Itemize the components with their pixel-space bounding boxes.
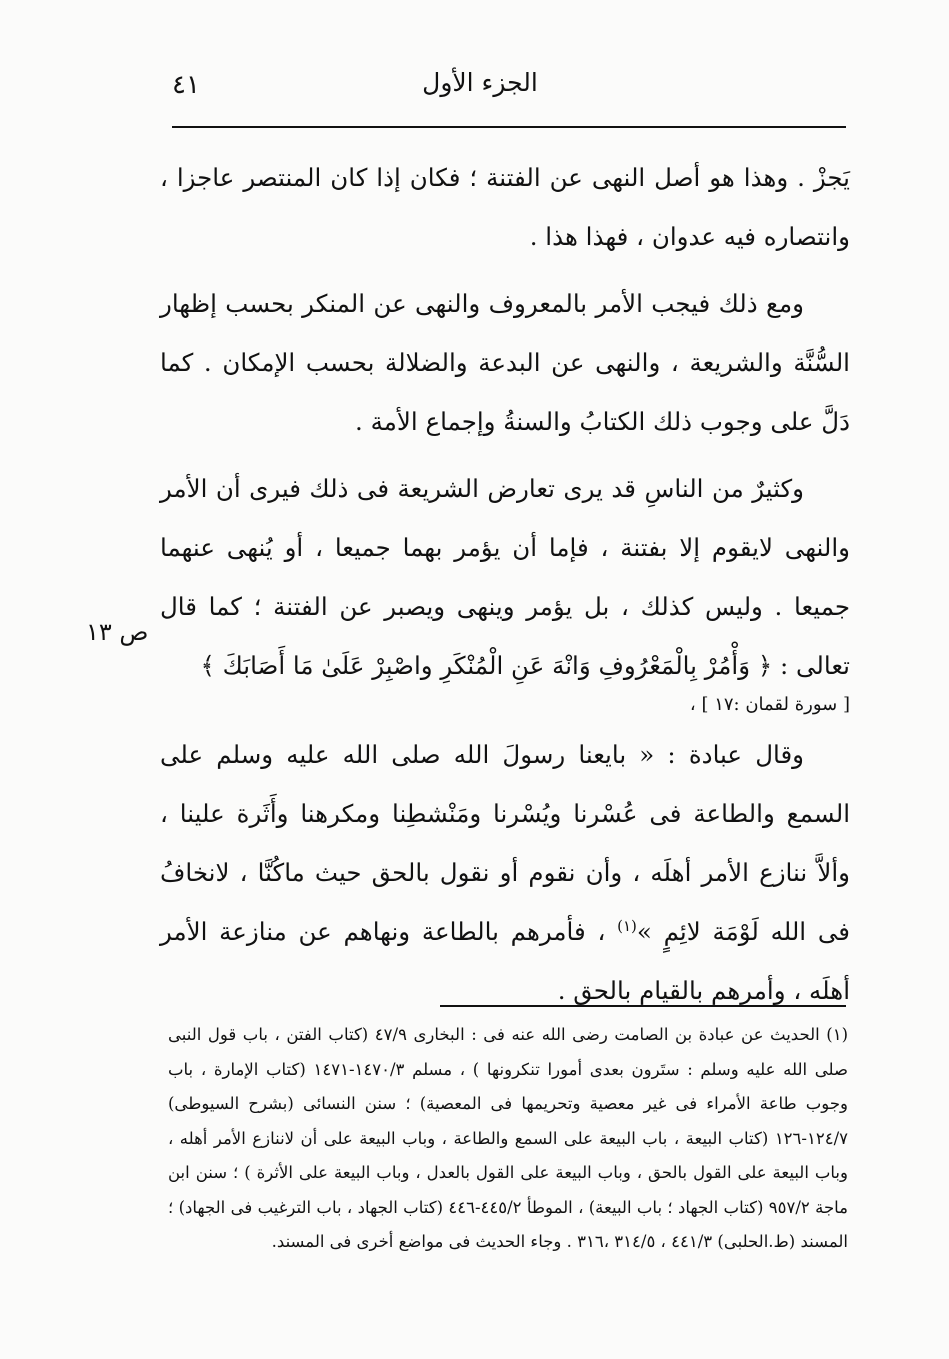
footnote-rule	[440, 1005, 846, 1007]
paragraph-3	[160, 459, 850, 695]
paragraph-4-quote: وقال عبادة : « بايعنا رسولَ الله صلى الله عليه وسلم على السمع والطاعة فى عُسْرنا ويُسْرنا ومَنْشطِنا ومكرهنا وأَثَرة علينا ، وألاَّ ننازع الأمر أهلَه ، وأن نقوم أو نقول بالحق حيث ماكُنَّا ، لانخافُ فى الله لَوْمَة لائِمٍ »	[160, 740, 850, 946]
header-rule	[172, 126, 846, 128]
paragraph-4	[160, 725, 850, 1020]
quran-verse: ﴿ وَأْمُرْ بِالْمَعْرُوفِ وَانْهَ عَنِ الْمُنْكَرِ واصْبِرْ عَلَىٰ مَا أَصَابَكَ ﴾	[200, 651, 773, 680]
paragraph-3-text: وكثيرٌ من الناسِ قد يرى تعارض الشريعة فى ذلك فيرى أن الأمر والنهى لايقوم إلا بفتنة ، فإما أن يؤمر بهما جميعا ، أو يُنهى عنهما جميعا . وليس كذلك ، بل يؤمر وينهى ويصبر عن الفتنة ؛ كما قال تعالى :	[160, 474, 850, 680]
margin-page-reference: ص ١٣	[86, 618, 149, 646]
footnote-marker: (١)	[617, 916, 637, 935]
running-header-title: الجزء الأول	[422, 68, 538, 97]
paragraph-1: يَجزْ . وهذا هو أصل النهى عن الفتنة ؛ فكان إذا كان المنتصر عاجزا ، وانتصاره فيه عدوان ، فهذا هذا .	[160, 163, 850, 251]
paragraph-4-text: ، فأمرهم بالطاعة ونهاهم عن منازعة الأمر أهلَه ، وأمرهم بالقيام بالحق .	[160, 917, 850, 1005]
page-number: ٤١	[172, 70, 200, 100]
paragraph-2: ومع ذلك فيجب الأمر بالمعروف والنهى عن المنكر بحسب إظهار السُّنَّة والشريعة ، والنهى عن البدعة والضلالة بحسب الإمكان . كما دَلَّ على وجوب ذلك الكتابُ والسنةُ وإجماع الأمة .	[160, 289, 850, 436]
surah-reference: [ سورة لقمان :١٧ ] ،	[689, 694, 850, 715]
main-text	[160, 148, 850, 1020]
footnote: (١) الحديث عن عبادة بن الصامت رضى الله عنه فى : البخارى ٤٧/٩ (كتاب الفتن ، باب قول النبى صلى الله عليه وسلم : ستَرون بعدى أمورا تنكرونها ) ، مسلم ١٤٧٠/٣-١٤٧١ (كتاب الإمارة ، باب وجوب طاعة الأمراء فى غير معصية وتحريمها فى المعصية) ؛ سنن النسائى (بشرح السيوطى) ١٢٤/٧-١٢٦ (كتاب البيعة ، باب البيعة على السمع والطاعة ، وباب البيعة على أن لاننازع الأمر أهله ، وباب البيعة على القول بالحق ، وباب البيعة على القول بالعدل ، وباب البيعة على الأثرة ) ؛ سنن ابن ماجة ٩٥٧/٢ (كتاب الجهاد ؛ باب البيعة) ، الموطأ ٤٤٥/٢-٤٤٦ (كتاب الجهاد ، باب الترغيب فى الجهاد) ؛ المسند (ط.الحلبى) ٤٤١/٣ ، ٣١٤/٥ ،٣١٦ . وجاء الحديث فى مواضع أخرى فى المسند.	[168, 1025, 849, 1251]
